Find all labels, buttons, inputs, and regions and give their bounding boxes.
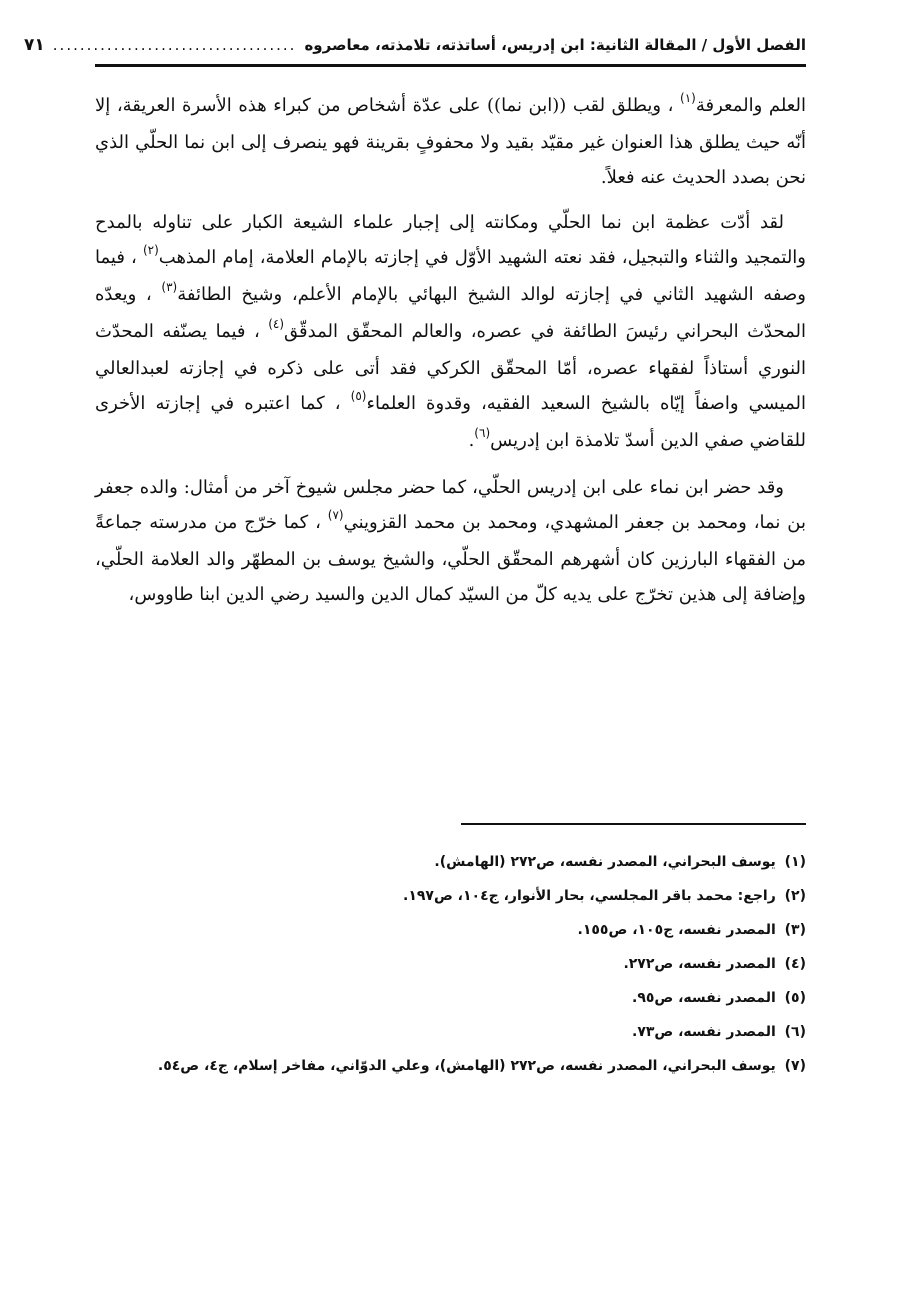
header-leader-dots: ....................................: [52, 36, 297, 54]
footnote-number: (٥): [784, 990, 806, 1006]
footnote-text: المصدر نفسه، ص٧٣.: [631, 1024, 776, 1040]
paragraph-text: ، فيما يصنّفه المحدّث النوري أستاذاً لفقهاء عصره، أمّا المحقّق الكركي فقد أتى على ذكره في إجازته لعبدالعالي الميسي واصفاً إيّاه بالشيخ السعيد الفقيه، وقدوة العلماء: [95, 321, 806, 414]
footnote-text: المصدر نفسه، ص٩٥.: [631, 990, 776, 1006]
footnote-number: (٧): [784, 1058, 806, 1074]
footnote-6: [95, 1015, 806, 1049]
paragraph-text: ، كما اعتبره في إجازته الأخرى للقاضي صفي الدين أسدّ تلامذة ابن إدريس: [95, 393, 806, 451]
footnote-separator: [461, 823, 806, 825]
footnote-number: (٤): [784, 956, 806, 972]
paragraph-text: ، فيما وصفه الشهيد الثاني في إجازته لوالد الشيخ البهائي بالإمام الأعلم، وشيخ الطائفة: [95, 247, 806, 305]
footnote-number: (٢): [784, 888, 806, 904]
footnote-5: [95, 981, 806, 1015]
footnote-ref-2[interactable]: (٢): [142, 243, 159, 257]
paragraph-2: [95, 205, 806, 460]
footnote-number: (٦): [784, 1024, 806, 1040]
footnote-text: المصدر نفسه، ص٢٧٢.: [623, 956, 776, 972]
footnote-2: [95, 879, 806, 913]
paragraph-1: [95, 88, 806, 195]
header-rule: [95, 64, 806, 67]
paragraph-text: ، كما خرّج من مدرسته جماعةً من الفقهاء البارزين كان أشهرهم المحقّق الحلّي، والشيخ يوسف بن المطهّر والد العلامة الحلّي، وإضافة إلى هذين تخرّج على يديه كلّ من السيّد كمال الدين والسيد رضي الدين ابنا طاووس،: [95, 512, 806, 605]
paragraph-text: العلم والمعرفة: [695, 95, 806, 116]
footnote-ref-7[interactable]: (٧): [327, 508, 344, 522]
footnote-7: [95, 1049, 806, 1083]
running-header: [24, 30, 806, 60]
footnote-text: يوسف البحراني، المصدر نفسه، ص٢٧٢ (الهامش).: [434, 854, 776, 870]
footnote-text: المصدر نفسه، ج١٠٥، ص١٥٥.: [577, 922, 776, 938]
footnote-ref-1[interactable]: (١): [680, 91, 696, 105]
footnote-1: [95, 845, 806, 879]
footnote-text: راجع: محمد باقر المجلسي، بحار الأنوار، ج١٠٤، ص١٩٧.: [402, 888, 776, 904]
footnote-3: [95, 913, 806, 947]
paragraph-text: وقد حضر ابن نماء على ابن إدريس الحلّي، كما حضر مجلس شيوخ آخر من أمثال: والده جعفر بن نما، ومحمد بن جعفر المشهدي، ومحمد بن محمد القزويني: [95, 477, 806, 533]
paragraph-text: ، ويطلق لقب ((ابن نما)) على عدّة أشخاص من كبراء هذه الأسرة العريقة، إلا أنّه حيث يطلق هذا العنوان غير مقيّد بقيد ولا محفوفٍ بقرينة فهو ينصرف إلى ابن نما الحلّي الذي نحن بصدد الحديث عنه فعلاً.: [95, 95, 806, 188]
paragraph-text: لقد أدّت عظمة ابن نما الحلّي ومكانته إلى إجبار علماء الشيعة الكبار على تناوله بالمدح والتمجيد والثناء والتبجيل، فقد نعته الشهيد الأوّل في إجازته بالإمام العلامة، إمام المذهب: [95, 212, 806, 268]
footnote-number: (٣): [784, 922, 806, 938]
paragraph-text: ، ويعدّه المحدّث البحراني رئيسَ الطائفة في عصره، والعالم المحقّق المدقّق: [95, 284, 806, 342]
page-number: ٧١: [24, 35, 45, 55]
footnote-ref-6[interactable]: (٦): [474, 426, 491, 440]
footnote-ref-3[interactable]: (٣): [161, 280, 178, 294]
paragraph-text: .: [468, 430, 475, 451]
paragraph-3: [95, 470, 806, 612]
footnote-number: (١): [784, 854, 806, 870]
footnotes: [95, 845, 806, 1083]
body-text: [95, 88, 806, 622]
footnote-text: يوسف البحراني، المصدر نفسه، ص٢٧٢ (الهامش)، وعلي الدوّاني، مفاخر إسلام، ج٤، ص٥٤.: [157, 1058, 776, 1074]
chapter-title: الفصل الأول / المقالة الثانية: ابن إدريس، أساتذته، تلامذته، معاصروه: [304, 36, 806, 54]
footnote-ref-5[interactable]: (٥): [350, 389, 367, 403]
footnote-ref-4[interactable]: (٤): [268, 317, 285, 331]
footnote-4: [95, 947, 806, 981]
